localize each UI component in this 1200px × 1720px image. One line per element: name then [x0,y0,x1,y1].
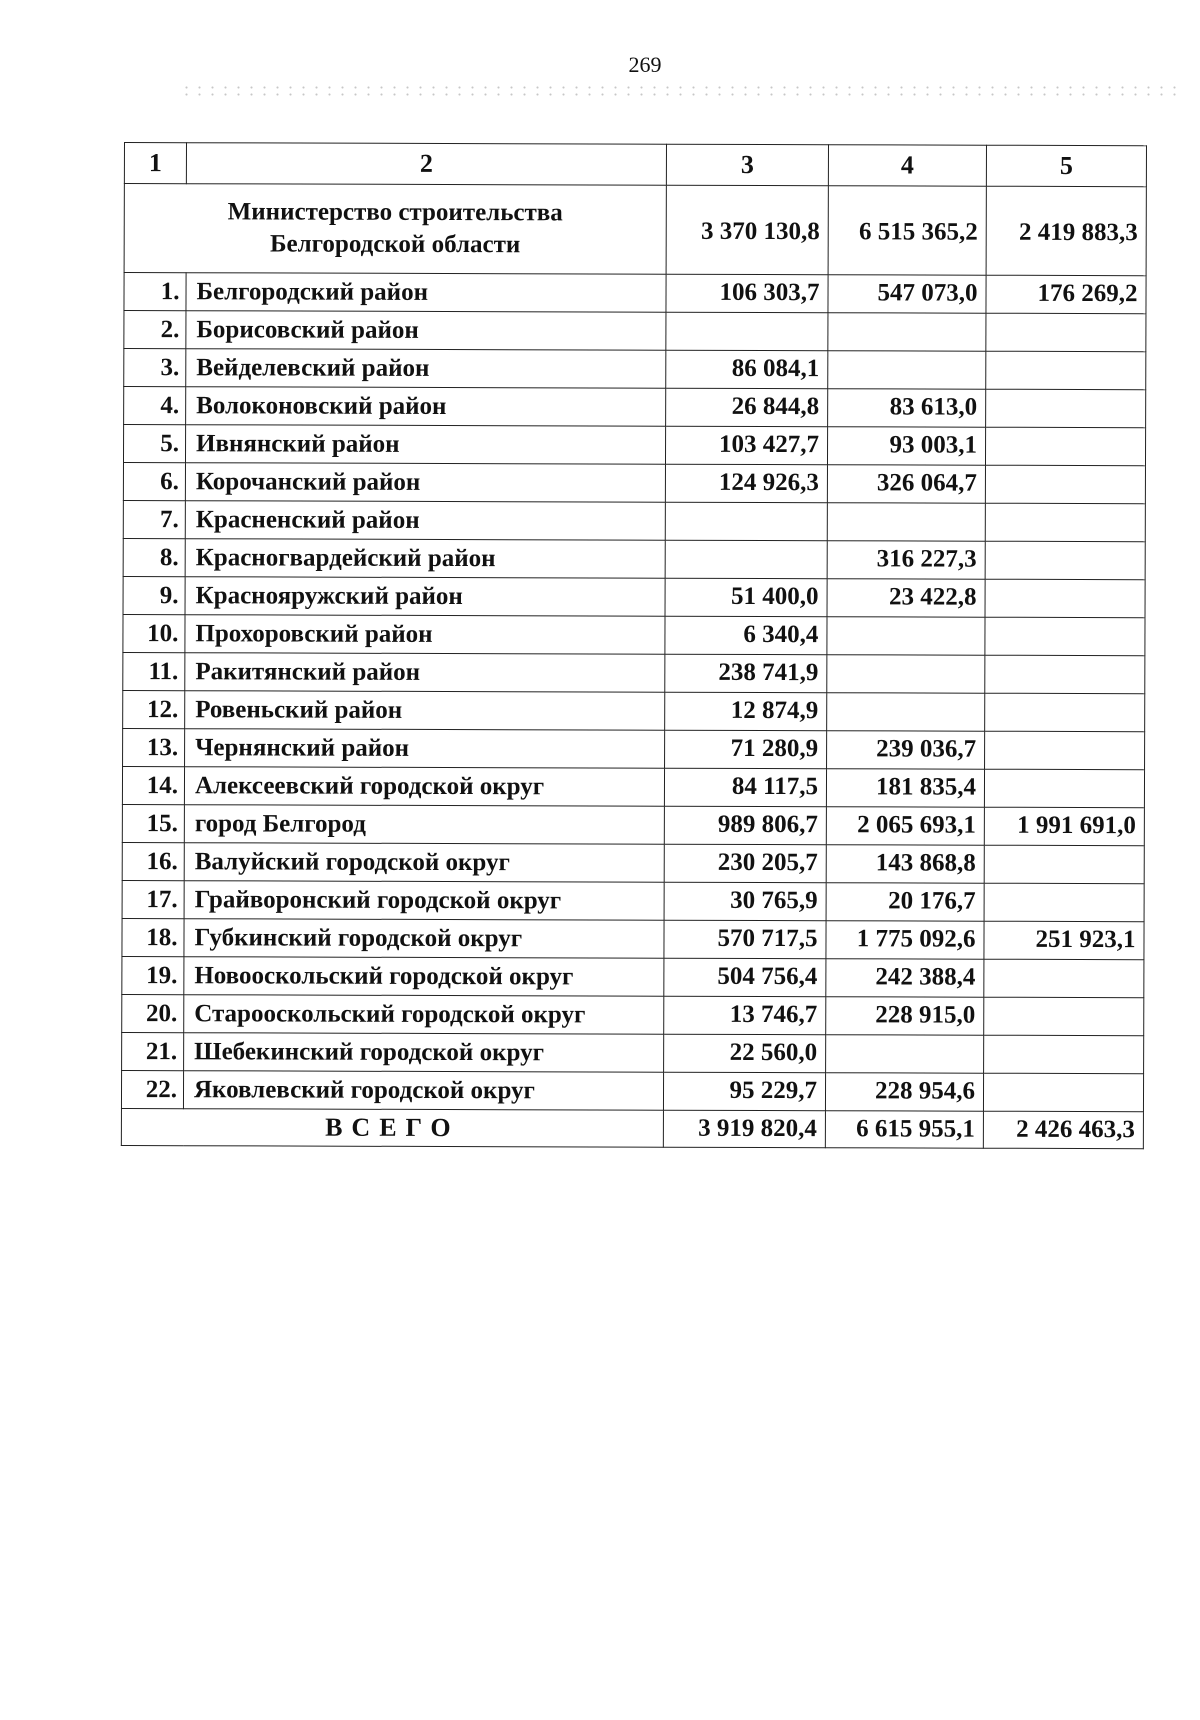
value-col4: 93 003,1 [827,427,985,465]
row-number: 1. [124,273,186,311]
value-col5 [985,693,1145,732]
row-number: 16. [122,842,184,880]
value-col5 [985,503,1145,542]
ministry-name-line1: Министерство строительства [227,198,563,227]
district-name: Корочанский район [185,463,665,503]
value-col5 [984,959,1144,998]
table-row [122,842,1144,883]
table-row [123,425,1145,466]
district-name: Волоконовский район [186,387,666,427]
value-col3: 13 746,7 [664,996,826,1035]
table-row [124,311,1146,352]
district-name: Белгородский район [186,273,666,313]
total-value-col3: 3 919 820,4 [663,1110,825,1148]
value-col3 [666,312,828,351]
table-row [123,500,1145,541]
row-number: 17. [122,880,184,918]
value-col4 [827,503,985,541]
value-col5 [986,313,1146,352]
district-name: Новооскольский городской округ [184,957,664,997]
value-col5 [985,541,1145,580]
value-col3: 71 280,9 [665,730,827,769]
row-number: 12. [123,690,185,728]
row-number: 20. [122,994,184,1032]
value-col5 [984,769,1144,808]
value-col3 [665,540,827,579]
value-col4: 2 065 693,1 [826,807,984,845]
value-col5 [985,465,1145,504]
value-col3: 51 400,0 [665,578,827,617]
value-col3: 86 084,1 [666,350,828,389]
row-number: 13. [123,728,185,766]
value-col5 [985,427,1145,466]
table-row [123,652,1145,693]
district-name: Шебекинский городской округ [184,1033,664,1073]
value-col4: 143 868,8 [826,845,984,883]
district-name: Прохоровский район [185,615,665,655]
row-number: 4. [124,387,186,425]
table-row [124,273,1146,314]
value-col5 [984,997,1144,1036]
value-col4 [827,617,985,655]
district-name: Вейделевский район [186,349,666,389]
row-number: 9. [123,576,185,614]
total-value-col4: 6 615 955,1 [825,1111,983,1148]
total-row [121,1108,1143,1148]
table-row [123,690,1145,731]
header-cell-5: 5 [986,145,1146,187]
value-col5: 1 991 691,0 [984,807,1144,846]
value-col4: 547 073,0 [828,275,986,313]
header-cell-4: 4 [828,145,986,186]
table-row [124,387,1146,428]
district-name: Борисовский район [186,311,666,351]
value-col4 [827,655,985,693]
value-col5 [985,617,1145,656]
value-col4: 181 835,4 [826,769,984,807]
value-col5: 251 923,1 [984,921,1144,960]
row-number: 7. [123,500,185,538]
table-row [122,766,1144,807]
table-row [122,880,1144,921]
value-col4 [828,313,986,351]
budget-table-body [121,143,1146,1149]
value-col4 [827,693,985,731]
budget-table-container [121,142,1146,1149]
table-row [123,614,1145,655]
district-name: Красненский район [185,501,665,541]
value-col5 [986,389,1146,428]
row-number: 10. [123,614,185,652]
row-number: 22. [121,1070,183,1108]
value-col3: 6 340,4 [665,616,827,655]
value-col3: 95 229,7 [663,1072,825,1111]
row-number: 11. [123,652,185,690]
row-number: 8. [123,538,185,576]
value-col3: 26 844,8 [666,388,828,427]
value-col4: 242 388,4 [826,959,984,997]
district-name: Старооскольский городской округ [184,995,664,1035]
value-col5 [985,655,1145,694]
row-number: 2. [124,311,186,349]
table-row [122,956,1144,997]
table-row [122,994,1144,1035]
value-col3: 84 117,5 [664,768,826,807]
value-col5 [984,883,1144,922]
table-row [122,918,1144,959]
total-value-col5: 2 426 463,3 [983,1111,1143,1149]
value-col4: 228 954,6 [825,1073,983,1111]
district-name: Валуйский городской округ [184,843,664,883]
district-name: Ровеньский район [185,691,665,731]
ministry-value-col5: 2 419 883,3 [986,186,1146,276]
ministry-row [124,184,1146,276]
header-cell-2: 2 [186,143,666,186]
value-col3 [665,502,827,541]
value-col4: 326 064,7 [827,465,985,503]
value-col4: 316 227,3 [827,541,985,579]
ministry-value-col4: 6 515 365,2 [828,186,986,275]
total-label: ВСЕГО [121,1108,663,1147]
value-col3: 570 717,5 [664,920,826,959]
table-row [123,538,1145,579]
value-col5 [985,579,1145,618]
row-number: 5. [123,425,185,463]
district-name: Краснояружский район [185,577,665,617]
value-col4: 20 176,7 [826,883,984,921]
value-col4: 83 613,0 [828,389,986,427]
page-number: 269 [628,52,662,77]
ministry-name [124,184,666,275]
district-name: Яковлевский городской округ [183,1071,663,1111]
row-number: 19. [122,956,184,994]
value-col3: 22 560,0 [664,1034,826,1073]
value-col3: 238 741,9 [665,654,827,693]
ministry-value-col3: 3 370 130,8 [666,185,828,275]
value-col4 [826,1035,984,1073]
header-cell-1: 1 [124,143,186,184]
value-col5 [984,845,1144,884]
value-col3: 12 874,9 [665,692,827,731]
table-row [123,728,1145,769]
value-col3: 106 303,7 [666,274,828,313]
district-name: Ивнянский район [185,425,665,465]
value-col4: 228 915,0 [826,997,984,1035]
row-number: 6. [123,463,185,501]
district-name: Алексеевский городской округ [184,767,664,807]
value-col5 [986,351,1146,390]
value-col5 [984,1035,1144,1074]
value-col4: 1 775 092,6 [826,921,984,959]
scan-noise-decoration [180,84,1180,98]
header-row [124,143,1146,187]
ministry-name-line2: Белгородской области [270,230,521,259]
table-row [122,804,1144,845]
header-cell-3: 3 [666,144,828,186]
row-number: 21. [122,1032,184,1070]
table-row [121,1070,1143,1111]
district-name: Губкинский городской округ [184,919,664,959]
value-col3: 103 427,7 [665,426,827,465]
row-number: 3. [124,349,186,387]
value-col4: 23 422,8 [827,579,985,617]
value-col3: 230 205,7 [664,844,826,883]
district-name: Грайворонский городской округ [184,881,664,921]
table-row [123,463,1145,504]
row-number: 18. [122,918,184,956]
value-col5 [985,731,1145,770]
value-col4 [828,351,986,389]
district-name: Ракитянский район [185,653,665,693]
district-name: Чернянский район [185,729,665,769]
value-col5 [983,1073,1143,1112]
table-row [122,1032,1144,1073]
value-col5: 176 269,2 [986,275,1146,314]
budget-table [121,142,1147,1149]
table-row [123,576,1145,617]
value-col3: 30 765,9 [664,882,826,921]
value-col3: 124 926,3 [665,464,827,503]
district-name: город Белгород [184,805,664,845]
table-row [124,349,1146,390]
row-number: 15. [122,804,184,842]
district-name: Красногвардейский район [185,539,665,579]
value-col4: 239 036,7 [827,731,985,769]
value-col3: 504 756,4 [664,958,826,997]
value-col3: 989 806,7 [664,806,826,845]
row-number: 14. [122,766,184,804]
